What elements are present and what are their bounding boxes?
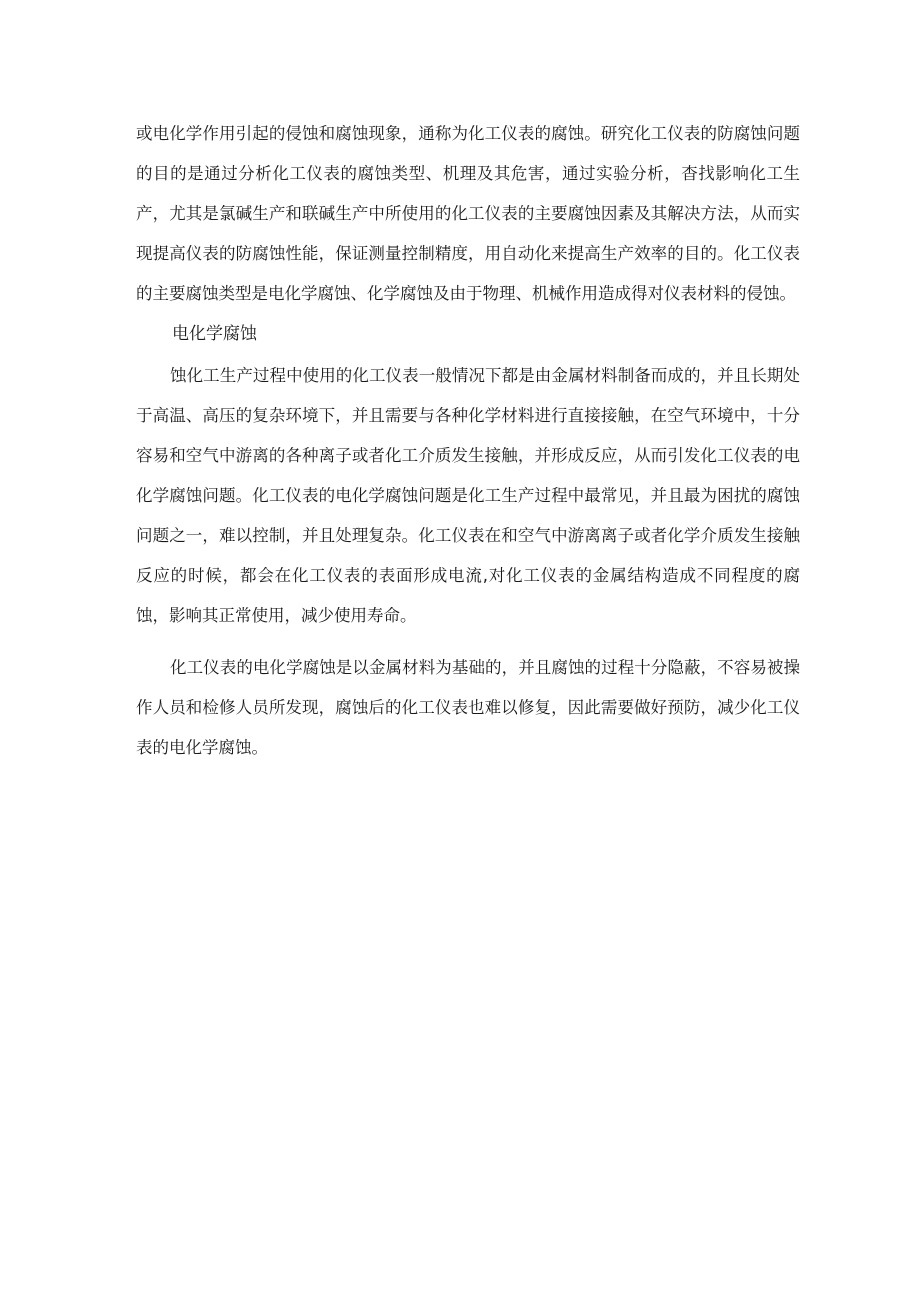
section-heading: 电化学腐蚀 <box>172 324 257 344</box>
paragraph-intro: 或电化学作用引起的侵蚀和腐蚀现象，通称为化工仪表的腐蚀。研究化工仪表的防腐蚀问题的目的是通过分析化工仪表的腐蚀类型、机理及其危害，通过实验分析，杳找影响化工生产，尤其是氯碱生产和联碱生产中所使用的化工仪表的主要腐蚀因素及其解决方法，从而实现提高仪表的防腐蚀性能，保证测量控制精度，用自动化来提高生产效率的目的。化工仪表的主要腐蚀类型是电化学腐蚀、化学腐蚀及由于物理、机械作用造成得对仪表材料的侵蚀。 <box>136 124 800 303</box>
paragraph-gap <box>136 636 800 648</box>
document-page <box>136 114 800 768</box>
paragraph-body-2: 化工仪表的电化学腐蚀是以金属材料为基础的，并且腐蚀的过程十分隐蔽，不容易被操作人员和检修人员所发现，腐蚀后的化工仪表也难以修复，因此需要做好预防，减少化工仪表的电化学腐蚀。 <box>136 658 800 757</box>
paragraph-body-1: 蚀化工生产过程中使用的化工仪表一般情况下都是由金属材料制备而成的，并且长期处于高温、高压的复杂环境下，并且需要与各种化学材料进行直接接触，在空气环境中，十分容易和空气中游离的各种离子或者化工介质发生接触，并形成反应，从而引发化工仪表的电化学腐蚀问题。化工仪表的电化学腐蚀问题是化工生产过程中最常见，并且最为困扰的腐蚀问题之一，难以控制，并且处理复杂。化工仪表在和空气中游离离子或者化学介质发生接触反应的时候，都会在化工仪表的表面形成电流,对化工仪表的金属结构造成不同程度的腐蚀，影响其正常使用，减少使用寿命。 <box>136 366 800 625</box>
